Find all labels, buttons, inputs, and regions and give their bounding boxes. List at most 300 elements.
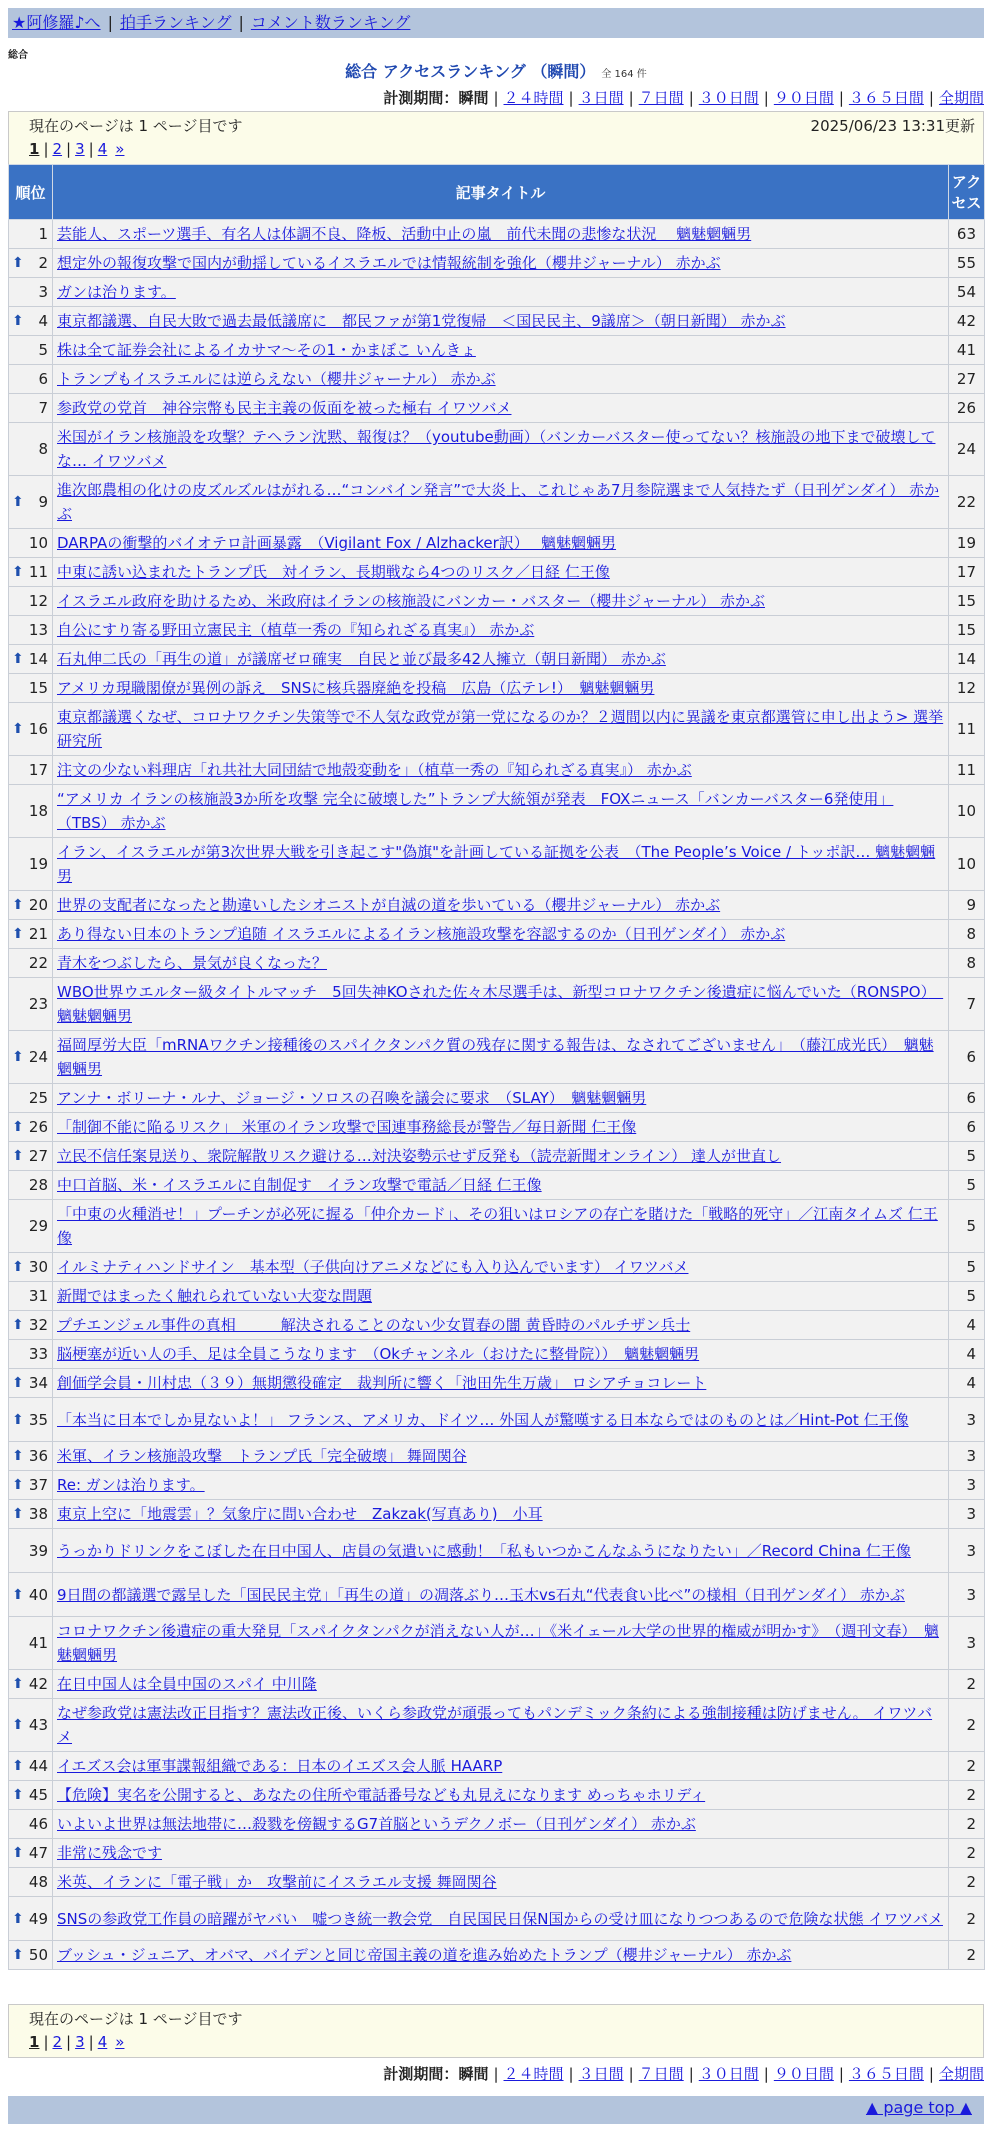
rank-cell [9, 1031, 53, 1084]
rank-number: 36 [28, 1447, 48, 1465]
rank-cell [9, 394, 53, 423]
rank-cell [9, 756, 53, 785]
article-title-link[interactable]: SNSの参政党工作員の暗躍がヤバい 嘘つき統一教会党 自民国民日保N国からの受け皿になりつつあるので危険な状態 イワツバメ [57, 1909, 943, 1928]
article-title-link[interactable]: イスラエル政府を助けるため、米政府はイランの核施設にバンカー・バスター（櫻井ジャーナル） 赤かぶ [57, 592, 765, 610]
article-title-link[interactable]: イラン、イスラエルが第3次世界大戦を引き起こす"偽旗"を計画している証拠を公表 （The People’s Voice / トッポ訳… 魑魅魍魎男 [57, 843, 936, 885]
article-title-link[interactable]: 自公にすり寄る野田立憲民主（植草一秀の『知られざる真実』） 赤かぶ [57, 621, 535, 639]
access-count: 2 [949, 1752, 985, 1781]
rank-number: 48 [28, 1873, 48, 1891]
access-count: 6 [949, 1113, 985, 1142]
rank-number: 31 [28, 1287, 48, 1305]
page-separator: | [66, 2033, 72, 2051]
page-separator: | [43, 140, 49, 158]
table-row [9, 1617, 985, 1670]
access-count: 2 [949, 1941, 985, 1970]
rank-cell [9, 1113, 53, 1142]
rank-column-header: 順位 [9, 165, 53, 220]
access-count: 10 [949, 838, 985, 891]
rank-number: 18 [28, 802, 48, 820]
page-next-link[interactable]: » [115, 2033, 125, 2051]
table-row [9, 1031, 985, 1084]
table-row [9, 476, 985, 529]
article-title-link[interactable]: 東京上空に「地震雲」？気象庁に問い合わせ Zakzak(写真あり) 小耳 [57, 1505, 543, 1523]
table-row [9, 703, 985, 756]
title-cell [53, 1810, 949, 1839]
article-title-link[interactable]: 米軍、イラン核施設攻撃 トランプ氏「完全破壊」 舞岡関谷 [57, 1447, 467, 1465]
page-link[interactable]: 2 [52, 140, 63, 158]
rank-up-arrow-icon: ⬆ [12, 564, 24, 580]
title-cell [53, 558, 949, 587]
article-title-link[interactable]: うっかりドリンクをこぼした在日中国人、店員の気遣いに感動！「私もいつかこんなふうになりたい」／Record China 仁王像 [57, 1541, 911, 1560]
rank-cell [9, 1311, 53, 1340]
period-separator: | [628, 89, 634, 107]
title-cell [53, 838, 949, 891]
rank-up-arrow-icon: ⬆ [12, 897, 24, 913]
period-link[interactable]: ３日間 [578, 89, 624, 107]
rank-number: 41 [28, 1634, 48, 1652]
article-title-link[interactable]: プチエンジェル事件の真相 解決されることのない少女買春の闇 黄昏時のパルチザン兵士 [57, 1316, 691, 1334]
title-cell [53, 1699, 949, 1752]
article-title-link[interactable]: 株は全て証券会社によるイカサマ〜その1・かまぼこ いんきょ [57, 341, 476, 359]
access-count: 5 [949, 1253, 985, 1282]
table-row [9, 616, 985, 645]
title-cell [53, 1311, 949, 1340]
table-row [9, 756, 985, 785]
article-title-link[interactable]: 中東に誘い込まれたトランプ氏 対イラン、長期戦なら4つのリスク／日経 仁王像 [57, 563, 610, 581]
table-row [9, 645, 985, 674]
page-separator: | [66, 140, 72, 158]
rank-cell [9, 891, 53, 920]
rank-up-arrow-icon: ⬆ [12, 1676, 24, 1692]
rank-cell [9, 703, 53, 756]
period-label: 計測期間： [383, 89, 459, 107]
access-count: 9 [949, 891, 985, 920]
rank-cell [9, 645, 53, 674]
table-row [9, 1398, 985, 1442]
table-row [9, 220, 985, 249]
rank-number: 39 [28, 1541, 48, 1560]
rank-cell [9, 1699, 53, 1752]
clap-ranking-link[interactable]: 拍手ランキング [119, 13, 232, 32]
article-title-link[interactable]: 進次郎農相の化けの皮ズルズルはがれる…“コンバイン発言”で大炎上、これじゃあ7月参院選まで人気持たず（日刊ゲンダイ） 赤かぶ [57, 481, 940, 523]
table-row [9, 394, 985, 423]
table-row [9, 307, 985, 336]
access-count: 55 [949, 249, 985, 278]
period-separator: | [493, 89, 499, 107]
title-cell [53, 978, 949, 1031]
article-title-link[interactable]: アンナ・ボリーナ・ルナ、ジョージ・ソロスの召喚を議会に要求 （SLAY） 魑魅魍魎男 [57, 1089, 647, 1107]
period-link[interactable]: ９０日間 [773, 89, 834, 107]
table-row [9, 1171, 985, 1200]
page-next-link[interactable]: » [115, 140, 125, 158]
period-link[interactable]: ９０日間 [773, 2065, 834, 2083]
rank-number: 23 [28, 995, 48, 1013]
period-link[interactable]: ３６５日間 [848, 89, 924, 107]
article-title-link[interactable]: 石丸伸二氏の「再生の道」が議席ゼロ確実 自民と並び最多42人擁立（朝日新聞） 赤かぶ [57, 650, 666, 668]
rank-cell [9, 1752, 53, 1781]
access-count: 26 [949, 394, 985, 423]
article-title-link[interactable]: 想定外の報復攻撃で国内が動揺しているイスラエルでは情報統制を強化（櫻井ジャーナル） 赤かぶ [57, 254, 721, 272]
period-link[interactable]: 全期間 [938, 89, 984, 107]
comment-ranking-link[interactable]: コメント数ランキング [250, 13, 411, 32]
table-row [9, 1340, 985, 1369]
rank-number: 30 [28, 1258, 48, 1276]
access-count: 3 [949, 1500, 985, 1529]
rank-up-arrow-icon: ⬆ [12, 1375, 24, 1391]
rank-number: 4 [38, 312, 48, 330]
table-row [9, 587, 985, 616]
access-count: 63 [949, 220, 985, 249]
rank-up-arrow-icon: ⬆ [12, 1787, 24, 1803]
table-row [9, 1253, 985, 1282]
rank-cell [9, 476, 53, 529]
period-link[interactable]: ３０日間 [698, 89, 759, 107]
access-count: 2 [949, 1670, 985, 1699]
title-cell [53, 249, 949, 278]
table-row [9, 1142, 985, 1171]
access-count: 6 [949, 1031, 985, 1084]
period-separator: | [928, 89, 934, 107]
rank-cell [9, 1442, 53, 1471]
article-title-link[interactable]: 在日中国人は全員中国のスパイ 中川隆 [57, 1675, 317, 1693]
access-count: 8 [949, 920, 985, 949]
rank-cell [9, 1529, 53, 1573]
current-page-text-bottom: 現在のページは 1 ページ目です [29, 2010, 243, 2028]
title-cell [53, 1500, 949, 1529]
access-count: 15 [949, 587, 985, 616]
rank-up-arrow-icon: ⬆ [12, 1506, 24, 1522]
ranking-table [8, 164, 985, 1970]
table-row [9, 1897, 985, 1941]
page-separator: | [43, 2033, 49, 2051]
period-link[interactable]: ７日間 [638, 2065, 684, 2083]
period-separator: | [628, 2065, 634, 2083]
rank-number: 13 [28, 621, 48, 639]
rank-number: 3 [38, 283, 48, 301]
rank-cell [9, 616, 53, 645]
title-column-header: 記事タイトル [53, 165, 949, 220]
rank-cell [9, 1839, 53, 1868]
article-title-link[interactable]: “アメリカ イランの核施設3か所を攻撃 完全に破壊した”トランプ大統領が発表 FOXニュース「バンカーバスター6発使用」（TBS） 赤かぶ [57, 790, 894, 832]
article-title-link[interactable]: 「中東の火種消せ！」プーチンが必死に握る「仲介カード」、その狙いはロシアの存亡を賭けた「戦略的死守」／江南タイムズ 仁王像 [57, 1205, 938, 1247]
rank-up-arrow-icon: ⬆ [12, 313, 24, 329]
rank-cell [9, 1617, 53, 1670]
access-count: 4 [949, 1340, 985, 1369]
article-title-link[interactable]: 中口首脳、米・イスラエルに自制促す イラン攻撃で電話／日経 仁王像 [57, 1176, 542, 1194]
rank-cell [9, 336, 53, 365]
article-title-link[interactable]: ブッシュ・ジュニア、オバマ、バイデンと同じ帝国主義の道を進み始めたトランプ（櫻井ジャーナル） 赤かぶ [57, 1946, 792, 1964]
rank-cell [9, 1200, 53, 1253]
title-cell [53, 674, 949, 703]
title-cell [53, 1398, 949, 1442]
rank-cell [9, 1369, 53, 1398]
rank-cell [9, 949, 53, 978]
rank-number: 35 [28, 1410, 48, 1429]
table-row [9, 1442, 985, 1471]
article-title-link[interactable]: WBO世界ウエルター級タイトルマッチ 5回失神KOされた佐々木尽選手は、新型コロナワクチン後遺症に悩んでいた（RONSPO） 魑魅魍魎男 [57, 983, 944, 1025]
rank-cell [9, 785, 53, 838]
rank-number: 44 [28, 1757, 48, 1775]
title-cell [53, 1752, 949, 1781]
rank-cell [9, 1670, 53, 1699]
rank-cell [9, 1084, 53, 1113]
table-row [9, 838, 985, 891]
page-link[interactable]: 4 [97, 140, 108, 158]
article-title-link[interactable]: 「制御不能に陥るリスク」 米軍のイラン攻撃で国連事務総長が警告／毎日新聞 仁王像 [57, 1118, 637, 1136]
title-cell [53, 1839, 949, 1868]
title-cell [53, 1171, 949, 1200]
rank-up-arrow-icon: ⬆ [12, 1586, 24, 1603]
article-title-link[interactable]: いよいよ世界は無法地帯に…殺戮を傍観するG7首脳というデクノボー（日刊ゲンダイ） 赤かぶ [57, 1815, 696, 1833]
title-cell [53, 1369, 949, 1398]
article-title-link[interactable]: 世界の支配者になったと勘違いしたシオニストが自滅の道を歩いている（櫻井ジャーナル） 赤かぶ [57, 896, 721, 914]
rank-number: 47 [28, 1844, 48, 1862]
access-count: 17 [949, 558, 985, 587]
period-current: 瞬間 [458, 2065, 489, 2083]
rank-cell [9, 1868, 53, 1897]
title-cell [53, 949, 949, 978]
article-title-link[interactable]: 東京都議選、自民大敗で過去最低議席に 都民ファが第1党復帰 ＜国民民主、9議席＞（朝日新聞） 赤かぶ [57, 312, 786, 330]
rank-number: 29 [28, 1217, 48, 1235]
article-title-link[interactable]: 米英、イランに「電子戦」か 攻撃前にイスラエル支援 舞岡関谷 [57, 1873, 497, 1891]
table-row [9, 891, 985, 920]
table-row [9, 1529, 985, 1573]
rank-number: 45 [28, 1786, 48, 1804]
article-title-link[interactable]: 参政党の党首 神谷宗幣も民主主義の仮面を被った極右 イワツバメ [57, 399, 512, 417]
table-row [9, 1282, 985, 1311]
period-link[interactable]: ３０日間 [698, 2065, 759, 2083]
access-count: 22 [949, 476, 985, 529]
rank-number: 9 [38, 493, 48, 511]
access-count: 41 [949, 336, 985, 365]
rank-cell [9, 423, 53, 476]
rank-cell [9, 1171, 53, 1200]
article-title-link[interactable]: 9日間の都議選で露呈した「国民民主党」「再生の道」の凋落ぶり…玉木vs石丸“代表食い比べ”の様相（日刊ゲンダイ） 赤かぶ [57, 1585, 905, 1604]
table-row [9, 529, 985, 558]
article-title-link[interactable]: DARPAの衝撃的バイオテロ計画暴露 （Vigilant Fox / Alzhacker訳） 魑魅魍魎男 [57, 534, 617, 552]
title-cell [53, 1253, 949, 1282]
total-count: 全 164 件 [601, 69, 647, 80]
access-count: 3 [949, 1471, 985, 1500]
table-row [9, 978, 985, 1031]
title-cell [53, 529, 949, 558]
article-title-link[interactable]: 新聞ではまったく触れられていない大変な問題 [57, 1287, 373, 1305]
rank-cell [9, 1398, 53, 1442]
page-top-link[interactable]: ▲ page top ▲ [865, 2098, 972, 2117]
title-cell [53, 278, 949, 307]
rank-number: 10 [28, 534, 48, 552]
access-count: 5 [949, 1200, 985, 1253]
access-count: 5 [949, 1282, 985, 1311]
rank-number: 1 [38, 225, 48, 243]
access-column-header: アクセス [949, 165, 985, 220]
title-cell [53, 220, 949, 249]
table-row [9, 920, 985, 949]
title-cell [53, 920, 949, 949]
title-cell [53, 394, 949, 423]
rank-number: 12 [28, 592, 48, 610]
rank-number: 7 [38, 399, 48, 417]
title-cell [53, 1670, 949, 1699]
period-link[interactable]: ７日間 [638, 89, 684, 107]
access-count: 24 [949, 423, 985, 476]
title-cell [53, 645, 949, 674]
period-separator: | [493, 2065, 499, 2083]
rank-number: 43 [28, 1716, 48, 1734]
page-link[interactable]: 2 [52, 2033, 63, 2051]
article-title-link[interactable]: 【危険】実名を公開すると、あなたの住所や電話番号なども丸見えになります めっちゃホリディ [57, 1786, 706, 1804]
period-separator: | [568, 89, 574, 107]
access-count: 2 [949, 1897, 985, 1941]
rank-number: 49 [28, 1909, 48, 1928]
rank-up-arrow-icon: ⬆ [12, 494, 24, 510]
article-title-link[interactable]: 立民不信任案見送り、衆院解散リスク避ける…対決姿勢示せず反発も（読売新聞オンライン） 達人が世直し [57, 1147, 782, 1165]
rank-number: 14 [28, 650, 48, 668]
period-separator: | [928, 2065, 934, 2083]
access-count: 3 [949, 1573, 985, 1617]
table-row [9, 1810, 985, 1839]
title-cell [53, 1442, 949, 1471]
article-title-link[interactable]: 「本当に日本でしか見ないよ！」 フランス、アメリカ、ドイツ… 外国人が驚嘆する日本ならではのものとは／Hint-Pot 仁王像 [57, 1410, 909, 1429]
period-link[interactable]: ２４時間 [503, 89, 564, 107]
rank-cell [9, 1282, 53, 1311]
period-link[interactable]: ３日間 [578, 2065, 624, 2083]
access-count: 11 [949, 703, 985, 756]
rank-cell [9, 920, 53, 949]
period-separator: | [568, 2065, 574, 2083]
title-cell [53, 1200, 949, 1253]
table-row [9, 249, 985, 278]
article-title-link[interactable]: 芸能人、スポーツ選手、有名人は体調不良、降板、活動中止の嵐 前代未聞の悲惨な状況 魑魅魍魎男 [57, 225, 752, 243]
table-row [9, 1084, 985, 1113]
rank-cell [9, 587, 53, 616]
rank-up-arrow-icon: ⬆ [12, 1448, 24, 1464]
rank-number: 33 [28, 1345, 48, 1363]
rank-up-arrow-icon: ⬆ [12, 1910, 24, 1927]
article-title-link[interactable]: イルミナティハンドサイン 基本型（子供向けアニメなどにも入り込んでいます） イワツバメ [57, 1258, 689, 1276]
article-title-link[interactable]: コロナワクチン後遺症の重大発見「スパイクタンパクが消えない人が…」《米イェール大学の世界的権威が明かす》 （週刊文春） 魑魅魍魎男 [57, 1622, 939, 1664]
title-cell [53, 1897, 949, 1941]
rank-number: 40 [28, 1585, 48, 1604]
top-nav-bar: ★阿修羅♪へ | 拍手ランキング | コメント数ランキング [8, 8, 984, 38]
rank-number: 32 [28, 1316, 48, 1334]
current-page-text: 現在のページは 1 ページ目です [29, 117, 243, 135]
rank-number: 27 [28, 1147, 48, 1165]
access-count: 42 [949, 307, 985, 336]
bottom-bar [8, 2096, 984, 2124]
access-count: 2 [949, 1810, 985, 1839]
rank-number: 11 [28, 563, 48, 581]
access-count: 4 [949, 1311, 985, 1340]
rank-number: 17 [28, 761, 48, 779]
table-row [9, 1670, 985, 1699]
access-count: 19 [949, 529, 985, 558]
asyura-home-link[interactable]: ★阿修羅♪へ [12, 13, 101, 32]
rank-number: 46 [28, 1815, 48, 1833]
rank-up-arrow-icon: ⬆ [12, 255, 24, 271]
access-count: 2 [949, 1868, 985, 1897]
page-separator: | [88, 140, 94, 158]
access-count: 7 [949, 978, 985, 1031]
article-title-link[interactable]: 青木をつぶしたら、景気が良くなった？ [57, 954, 328, 972]
table-row [9, 1311, 985, 1340]
article-title-link[interactable]: 福岡厚労大臣「mRNAワクチン接種後のスパイクタンパク質の残存に関する報告は、なされてございません」 （藤江成光氏） 魑魅魍魎男 [57, 1036, 934, 1078]
article-title-link[interactable]: 注文の少ない料理店「れ共社大同団結で地殻変動を」（植草一秀の『知られざる真実』） 赤かぶ [57, 761, 692, 779]
article-title-link[interactable]: 東京都議選くなぜ、コロナワクチン失策等で不人気な政党が第一党になるのか？２週間以内に異議を東京都選管に申し出よう> 選挙研究所 [57, 708, 944, 750]
article-title-link[interactable]: なぜ参政党は憲法改正目指す？憲法改正後、いくら参政党が頑張ってもパンデミック条約による強制接種は防げません。 イワツバメ [57, 1704, 933, 1746]
updated-timestamp: 2025/06/23 13:31更新 [810, 117, 975, 135]
access-count: 3 [949, 1442, 985, 1471]
article-title-link[interactable]: 脳梗塞が近い人の手、足は全員こうなります （Okチャンネル（おけたに整骨院）） 魑魅魍魎男 [57, 1345, 700, 1363]
access-count: 3 [949, 1529, 985, 1573]
rank-number: 21 [28, 925, 48, 943]
access-count: 27 [949, 365, 985, 394]
rank-cell [9, 529, 53, 558]
rank-number: 38 [28, 1505, 48, 1523]
rank-up-arrow-icon: ⬆ [12, 651, 24, 667]
title-cell [53, 1617, 949, 1670]
article-title-link[interactable]: イエズス会は軍事諜報組織である：日本のイエズス会人脈 HAARP [57, 1757, 503, 1775]
article-title-link[interactable]: トランプもイスラエルには逆らえない（櫻井ジャーナル） 赤かぶ [57, 370, 496, 388]
access-count: 2 [949, 1781, 985, 1810]
rank-up-arrow-icon: ⬆ [12, 1119, 24, 1135]
period-link[interactable]: 全期間 [938, 2065, 984, 2083]
rank-up-arrow-icon: ⬆ [12, 1717, 24, 1733]
article-title-link[interactable]: アメリカ現職閣僚が異例の訴え SNSに核兵器廃絶を投稿 広島（広テレ!） 魑魅魍魎男 [57, 679, 655, 697]
rank-cell [9, 365, 53, 394]
period-separator: | [838, 89, 844, 107]
article-title-link[interactable]: ガンは治ります。 [57, 283, 176, 301]
page-link[interactable]: 4 [97, 2033, 108, 2051]
page-links-bottom [29, 2033, 124, 2051]
title-cell [53, 1084, 949, 1113]
title-cell [53, 1340, 949, 1369]
period-label: 計測期間： [383, 2065, 459, 2083]
article-title-link[interactable]: あり得ない日本のトランプ追随 イスラエルによるイラン核施設攻撃を容認するのか（日刊ゲンダイ） 赤かぶ [57, 925, 786, 943]
rank-number: 34 [28, 1374, 48, 1392]
period-link[interactable]: ３６５日間 [848, 2065, 924, 2083]
title-cell [53, 587, 949, 616]
page-separator: | [88, 2033, 94, 2051]
rank-up-arrow-icon: ⬆ [12, 721, 24, 737]
table-row [9, 1941, 985, 1970]
article-title-link[interactable]: 非常に残念です [57, 1844, 163, 1862]
rank-up-arrow-icon: ⬆ [12, 1411, 24, 1428]
period-link[interactable]: ２４時間 [503, 2065, 564, 2083]
rank-cell [9, 307, 53, 336]
rank-up-arrow-icon: ⬆ [12, 1758, 24, 1774]
access-count: 2 [949, 1699, 985, 1752]
page-current: 1 [29, 2033, 40, 2051]
title-cell [53, 1868, 949, 1897]
rank-number: 26 [28, 1118, 48, 1136]
table-row [9, 1699, 985, 1752]
access-count: 2 [949, 1839, 985, 1868]
rank-cell [9, 220, 53, 249]
table-row [9, 1500, 985, 1529]
page-current: 1 [29, 140, 40, 158]
table-row [9, 558, 985, 587]
page-link[interactable]: 3 [75, 2033, 85, 2051]
table-row [9, 278, 985, 307]
article-title-link[interactable]: 創価学会員・川村忠（３９）無期懲役確定 裁判所に響く「池田先生万歳」 ロシアチョコレート [57, 1374, 707, 1392]
article-title-link[interactable]: Re: ガンは治ります。 [57, 1476, 205, 1494]
article-title-link[interactable]: 米国がイラン核施設を攻撃？テヘラン沈黙、報復は？（youtube動画）（バンカーバスター使ってない？核施設の地下まで破壊してな… イワツバメ [57, 428, 936, 470]
rank-number: 5 [38, 341, 48, 359]
access-count: 8 [949, 949, 985, 978]
page-link[interactable]: 3 [75, 140, 85, 158]
category-label: 総合 [8, 50, 28, 61]
